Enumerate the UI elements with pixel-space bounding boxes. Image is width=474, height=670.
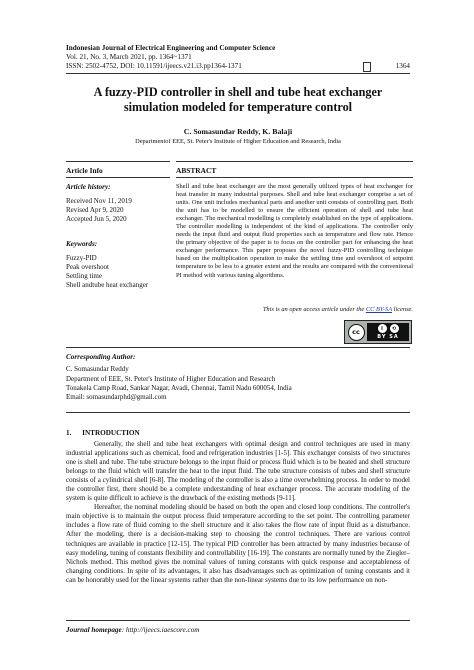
attribution-icon: i [378,324,387,333]
history-item: Revised Apr 9, 2020 [66,206,124,214]
keywords-label: Keywords: [66,240,98,248]
issn-line: ISSN: 2502-4752, DOI: 10.11591/ijeecs.v21.i3.pp1364-1371 [66,62,242,70]
abstract-top-rule [176,161,413,162]
affiliation: Departmentof EEE, St. Peter's Institute of Higher Education and Research, India [135,138,341,145]
homepage-url[interactable]: : http://ijeecs.iaescore.com [121,626,200,634]
title-line: A fuzzy-PID controller in shell and tube heat exchanger [93,85,383,99]
paragraph: Hereafter, the nominal modeling should be based on both the open and closed loop conditions. The controller's main objective is to maintain the output process fluid temperature according to the set point. The controlling parameter includes a flow rate of fluid coming to the shell structure and it also takes the flow rate of input fluid as a disturbance. After the modeling, there is a decision-making step to choosing the control techniques. There are various control techniques are available in practice [12-15]. The typical PID controller has been attracted by many industries because of easy modeling, tuning of constants flexibility and controllability [16-19]. The constants are normally tuned by the Ziegler–Nichols method. This method gives the nominal values of tuning constants with quick response and acceptableness of changing conditions. In spite of its advantages, it also has disadvantages such as optimization of tuning constants and it can be honorably used for the linear systems rather than the non-linear systems due to its low performance on non- [66,503,410,584]
journal-homepage [66,626,410,634]
article-history [66,183,170,224]
corresponding-line: Tonakela Camp Road, Sankar Nagar, Avadi, Chennai, Tamil Nadu 600054, India [66,383,292,392]
open-access-suffix: license. [392,306,413,313]
introduction-heading: 1. INTRODUCTION [66,429,140,437]
homepage-label: Journal homepage [66,626,122,634]
open-access-prefix: This is an open access article under the [262,306,366,313]
share-alike-icon: ⟲ [390,324,399,333]
history-label: Article history: [66,183,111,191]
info-top-rule [66,161,170,162]
history-item: Received Nov 11, 2019 [66,197,132,205]
keywords-block [66,240,170,290]
abstract-text: Shell and tube heat exchanger are the most generally utilized types of heat exchanger for heat transfer in many industrial purposes. Shell and tube heat exchanger comprise a set of units. One unit includes mechanical parts and another unit consists of controlling part. Both the unit has to be modelled to ensure the efficient operation of shell and tube heat exchanger. The mechanical modelling is completely established on the type of applications. The controller modelling is independent of the kind of applications. The controller only needs the input fluid and output fluid properties such as temperature and flow rate. Hence the primary objective of the paper is to focus on the controller part for enhancing the heat exchanger performance. This paper proposes the novel fuzzy-PID controlling technique based on the multiplication operation to make the settling time and overshoot of setpoint temperature to be less to a greater extent and the results are compared with the conventional PI method with various tuning algorithms. [176,183,413,279]
corresponding-bottom-rule [66,412,410,413]
keyword: Peak overshoot [66,263,109,271]
page-number: 1364 [395,62,410,70]
introduction-body [66,440,410,585]
title-line: simulation modeled for temperature control [123,100,353,114]
history-item: Accepted Jun 5, 2020 [66,215,127,223]
info-mid-rule [66,177,170,178]
cc-by-text: BY [377,334,387,340]
journal-name: Indonesian Journal of Electrical Engineering and Computer Science [66,44,276,52]
article-info-heading: Article Info [66,166,103,175]
footer-rule [66,620,410,621]
volume-line: Vol. 21, No. 3, March 2021, pp. 1364~1371 [66,53,192,61]
cc-logo-icon: cc [348,324,365,341]
open-access-note [176,306,413,313]
license-link[interactable]: CC BY-SA [365,306,393,313]
keyword: Shell andtube heat exchanger [66,281,149,289]
keyword: Settling time [66,272,102,280]
cc-by-sa-badge[interactable] [344,320,412,344]
header-box-mark [363,62,371,72]
paragraph: Generally, the shell and tube heat exchangers with optimal design and control techniques are used in many industrial applications such as chemical, food and refrigeration industries [1-5]. This exchanger consists of two structures one is shell and tube. The tube structure belongs to the input fluid or process fluid which is to be heated and shell structure belongs to the fluid which will transfer the heat to the input fluid. The tube structure consists of tubes and shell structure consists of a cylindrical shell [6-8]. The modeling of the controller is also a time overwhelming process. In order to model the controller first, there should be a complete understanding of heat exchanger process. The accurate modeling of the system is quite difficult to achieve is the drawback of the existing methods [9-11]. [66,440,410,503]
header-rule [66,73,410,74]
paper-title [66,85,410,115]
abstract-mid-rule [176,177,413,178]
corresponding-line: Email: somasundarphd@gmail.com [66,393,167,402]
authors: C. Somasundar Reddy, K. Balaji [183,127,293,136]
abstract-heading: ABSTRACT [176,166,217,175]
cc-sa-text: SA [389,334,399,340]
corresponding-line: Department of EEE, St. Peter's Institute of Higher Education and Research [66,374,276,383]
corresponding-label: Corresponding Author: [66,353,136,361]
keyword: Fuzzy-PID [66,254,97,262]
corresponding-line: C. Somasundar Reddy [66,365,129,374]
corresponding-author [66,353,410,402]
corresponding-top-rule [66,347,410,348]
